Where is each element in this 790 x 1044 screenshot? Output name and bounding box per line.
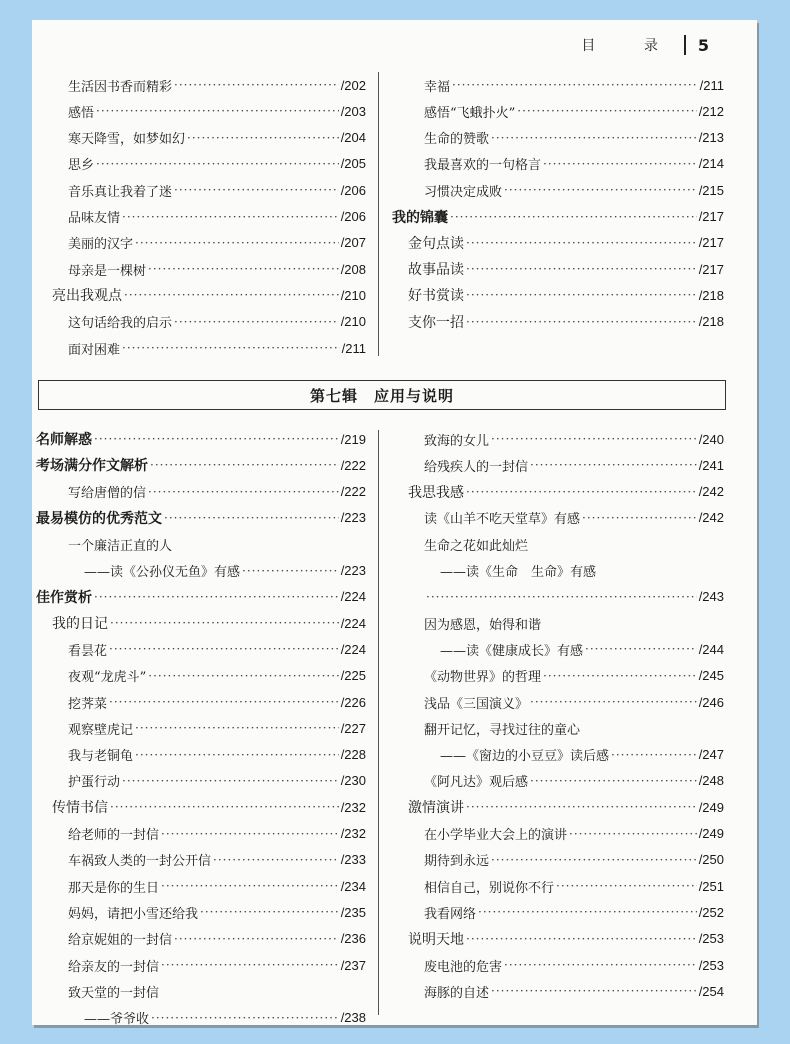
toc-entry (424, 666, 724, 686)
toc-leader-dots (174, 75, 339, 95)
toc-leader-dots (452, 75, 698, 95)
toc-entry-title: 感悟 (68, 105, 95, 121)
toc-entry-page: /230 (340, 773, 366, 789)
toc-entry-title: 看昙花 (68, 643, 108, 659)
header-divider (684, 35, 686, 55)
toc-entry (424, 508, 724, 528)
toc-entry-page: /224 (340, 641, 366, 657)
toc-leader-dots (213, 850, 339, 870)
toc-leader-dots (200, 902, 339, 922)
toc-entry (424, 455, 724, 475)
toc-entry-page: /241 (698, 457, 724, 473)
toc-entry (424, 692, 724, 712)
toc-entry (36, 508, 366, 528)
toc-leader-dots (122, 207, 339, 227)
toc-leader-dots (466, 482, 697, 502)
toc-entry-page: /222 (340, 484, 366, 500)
toc-entry-page: /233 (340, 852, 366, 868)
toc-entry (424, 75, 724, 95)
toc-entry-page: /242 (698, 484, 724, 500)
toc-leader-dots (150, 455, 339, 475)
page-number: 5 (697, 35, 709, 55)
toc-entry-title: 写给唐僧的信 (68, 486, 147, 502)
toc-entry-page: /224 (340, 589, 366, 605)
toc-entry-page: /217 (698, 209, 724, 224)
toc-leader-dots (174, 180, 339, 200)
toc-entry-page: /248 (698, 773, 724, 789)
toc-leader-dots (466, 233, 697, 253)
toc-entry-title: 海豚的自述 (424, 985, 490, 1001)
toc-leader-dots (582, 508, 697, 528)
toc-entry-title: 夜观“龙虎斗” (68, 670, 147, 686)
toc-entry (440, 561, 724, 581)
toc-leader-dots (556, 876, 697, 896)
toc-entry (68, 824, 366, 844)
toc-entry-page: /217 (698, 235, 724, 251)
toc-entry (68, 666, 366, 686)
toc-entry-title: 给京妮姐的一封信 (68, 933, 173, 949)
toc-entry-title: 母亲是一棵树 (68, 263, 147, 279)
toc-entry-page: /215 (698, 182, 724, 198)
toc-entry-title: 观察壁虎记 (68, 722, 134, 738)
toc-entry-page: /218 (698, 314, 724, 330)
toc-entry-page: /249 (698, 799, 724, 815)
toc-entry (68, 154, 366, 174)
toc-entry-title: 生命之花如此灿烂 (424, 538, 529, 554)
toc-entry-page: /226 (340, 694, 366, 710)
toc-leader-dots (135, 233, 339, 253)
toc-entry (424, 902, 724, 922)
toc-entry (408, 259, 724, 279)
toc-entry (408, 929, 724, 949)
toc-entry-page: /212 (698, 103, 724, 119)
toc-entry-title: 好书赏读 (408, 288, 464, 305)
toc-entry-title: 品味友情 (68, 211, 121, 226)
toc-entry (408, 312, 724, 332)
toc-leader-dots (426, 587, 697, 607)
toc-entry-title: 《阿凡达》观后感 (424, 775, 529, 791)
toc-leader-dots (530, 455, 697, 475)
toc-entry-page: /251 (698, 878, 724, 894)
toc-leader-dots (450, 207, 697, 227)
toc-entry (68, 639, 366, 659)
toc-entry-page: /206 (340, 209, 366, 224)
toc-entry (68, 233, 366, 253)
toc-leader-dots (110, 797, 339, 817)
toc-leader-dots (491, 981, 697, 1001)
toc-entry-page: /227 (340, 720, 366, 736)
toc-entry-title: 妈妈，请把小雪还给我 (68, 906, 199, 922)
toc-leader-dots (585, 639, 697, 659)
toc-entry-page: /214 (698, 156, 724, 172)
toc-entry-page: /232 (340, 799, 366, 815)
toc-entry-title: ——《窗边的小豆豆》读后感 (440, 749, 610, 765)
toc-entry-title: 在小学毕业大会上的演讲 (424, 828, 568, 843)
toc-entry-page: /223 (340, 510, 366, 526)
bottom-column-divider (378, 430, 379, 1015)
toc-entry-page: /252 (698, 904, 724, 920)
toc-entry (68, 771, 366, 791)
toc-entry (84, 1008, 366, 1028)
toc-entry-page: /205 (340, 156, 366, 172)
toc-entry-page: /254 (698, 983, 724, 999)
toc-entry (424, 771, 724, 791)
toc-entry (424, 955, 724, 975)
toc-entry-page: /210 (340, 287, 366, 303)
toc-leader-dots (466, 797, 697, 817)
toc-entry (424, 534, 724, 554)
chapter-title: 第七辑 应用与说明 (38, 380, 726, 410)
toc-entry (68, 902, 366, 922)
toc-entry-title: 思乡 (68, 158, 95, 174)
toc-entry-title: 我最喜欢的一句格言 (424, 158, 542, 174)
toc-entry-title: 支你一招 (408, 314, 464, 331)
toc-entry (52, 285, 366, 305)
toc-entry-title: ——读《公孙仪无鱼》有感 (84, 565, 241, 580)
toc-leader-dots (161, 876, 339, 896)
toc-entry (68, 128, 366, 148)
toc-entry-title: 期待到永远 (424, 854, 490, 870)
toc-entry-page: /219 (340, 431, 366, 447)
toc-entry-page: /240 (698, 431, 724, 447)
toc-entry (68, 482, 366, 502)
toc-entry-title: 生活因书香而精彩 (68, 79, 173, 95)
toc-leader-dots (466, 312, 697, 332)
toc-entry-page: /234 (340, 878, 366, 894)
top-column-divider (378, 72, 379, 356)
toc-leader-dots (611, 745, 697, 765)
toc-entry-title: 最易模仿的优秀范文 (36, 510, 162, 527)
toc-entry (68, 180, 366, 200)
toc-entry-title: 我思我感 (408, 484, 464, 501)
page-header (581, 34, 709, 56)
toc-entry-title: 那天是你的生日 (68, 880, 160, 896)
toc-entry-page: /235 (340, 904, 366, 920)
toc-leader-dots (148, 482, 339, 502)
toc-entry (68, 718, 366, 738)
toc-entry (424, 154, 724, 174)
toc-entry-page: /236 (340, 931, 366, 947)
toc-entry-title: 我与老铜龟 (68, 749, 134, 765)
toc-entry (440, 639, 724, 659)
toc-entry-page: /253 (698, 931, 724, 947)
toc-entry (68, 207, 366, 227)
toc-entry-page: /237 (340, 957, 366, 973)
toc-entry-title: 音乐真让我着了迷 (68, 184, 173, 200)
toc-entry-page: /210 (340, 314, 366, 330)
toc-entry (424, 613, 724, 633)
toc-leader-dots (466, 285, 697, 305)
toc-leader-dots (94, 429, 339, 449)
toc-leader-dots (466, 929, 697, 949)
toc-entry-title: 翻开记忆，寻找过往的童心 (424, 722, 581, 738)
toc-entry (68, 312, 366, 332)
toc-entry-title: 给亲友的一封信 (68, 959, 160, 975)
toc-entry (36, 455, 366, 475)
toc-entry-title: 给老师的一封信 (68, 828, 160, 843)
toc-entry-title: 车祸致人类的一封公开信 (68, 854, 212, 870)
toc-entry (68, 338, 366, 358)
toc-entry-page: /238 (340, 1010, 366, 1026)
toc-leader-dots (491, 128, 697, 148)
toc-entry (424, 101, 724, 121)
toc-entry-page: /242 (698, 510, 724, 526)
toc-leader-dots (96, 154, 339, 174)
toc-entry (424, 718, 724, 738)
toc-entry (68, 101, 366, 121)
toc-entry-title: 我的锦囊 (392, 209, 448, 226)
toc-leader-dots (122, 771, 339, 791)
toc-leader-dots (94, 587, 339, 607)
toc-entry (424, 587, 724, 607)
toc-leader-dots (242, 561, 339, 581)
toc-entry-page: /207 (340, 235, 366, 251)
toc-entry (408, 797, 724, 817)
toc-entry-title: 考场满分作文解析 (36, 458, 148, 475)
toc-leader-dots (543, 666, 697, 686)
toc-entry-page: /244 (698, 641, 724, 657)
toc-entry-page: /213 (698, 130, 724, 146)
toc-entry-page: /211 (699, 77, 724, 93)
toc-leader-dots (491, 850, 697, 870)
toc-leader-dots (148, 259, 339, 279)
toc-leader-dots (504, 180, 697, 200)
toc-leader-dots (530, 692, 697, 712)
toc-entry-title: 致海的女儿 (424, 433, 490, 449)
toc-entry-title: 感悟“飞蛾扑火” (424, 105, 516, 121)
toc-entry (68, 929, 366, 949)
toc-entry (408, 285, 724, 305)
toc-entry (424, 128, 724, 148)
toc-entry-title: 生命的赞歌 (424, 132, 490, 148)
toc-leader-dots (491, 429, 697, 449)
toc-entry-title: 致天堂的一封信 (68, 985, 160, 1001)
toc-entry-page: /228 (340, 747, 366, 763)
toc-entry-title: 故事品读 (408, 262, 464, 279)
toc-entry-page: /208 (340, 261, 366, 277)
toc-leader-dots (122, 338, 340, 358)
toc-entry-page: /211 (341, 340, 366, 356)
toc-entry-title: 亮出我观点 (52, 288, 122, 305)
toc-leader-dots (161, 824, 339, 844)
toc-leader-dots (466, 259, 697, 279)
toc-leader-dots (164, 508, 339, 528)
toc-entry-title: 相信自己，别说你不行 (424, 880, 555, 896)
toc-entry-title: 读《山羊不吃天堂草》有感 (424, 512, 581, 528)
toc-leader-dots (543, 154, 697, 174)
toc-entry (424, 876, 724, 896)
toc-leader-dots (148, 666, 338, 686)
toc-entry (68, 850, 366, 870)
toc-entry-title: 习惯决定成败 (424, 184, 503, 200)
toc-entry (424, 850, 724, 870)
toc-entry-title: 废电池的危害 (424, 959, 503, 975)
toc-leader-dots (478, 902, 697, 922)
toc-entry (68, 745, 366, 765)
toc-entry-page: /246 (698, 694, 724, 710)
toc-entry-title: 名师解惑 (36, 432, 92, 448)
toc-entry-page: /204 (340, 130, 366, 146)
header-label: 目 录 (581, 38, 680, 54)
toc-entry-title: 护蛋行动 (68, 775, 121, 791)
toc-entry (392, 207, 724, 227)
toc-leader-dots (174, 312, 339, 332)
toc-entry-title: 浅品《三国演义》 (424, 696, 529, 712)
toc-entry (68, 955, 366, 975)
toc-leader-dots (504, 955, 697, 975)
toc-entry (52, 613, 366, 633)
toc-leader-dots (135, 745, 339, 765)
toc-entry-page: /225 (340, 668, 366, 684)
toc-entry-title: 激情演讲 (408, 800, 464, 817)
toc-leader-dots (109, 639, 339, 659)
toc-leader-dots (517, 101, 696, 121)
toc-entry-title: ——爷爷收 (84, 1012, 150, 1028)
toc-entry-title: 挖荠菜 (68, 696, 108, 712)
toc-entry-title: 金句点读 (408, 235, 464, 252)
toc-entry (424, 180, 724, 200)
toc-leader-dots (151, 1008, 339, 1028)
toc-entry (68, 75, 366, 95)
toc-entry (408, 233, 724, 253)
toc-entry-page: /253 (698, 957, 724, 973)
toc-entry (84, 561, 366, 581)
toc-leader-dots (109, 692, 339, 712)
toc-entry (68, 534, 366, 554)
toc-entry-title: ——读《健康成长》有感 (440, 643, 584, 659)
toc-entry-page: /247 (698, 747, 724, 763)
toc-entry-page: /222 (340, 457, 366, 473)
toc-entry (36, 587, 366, 607)
toc-entry (52, 797, 366, 817)
toc-entry (424, 824, 724, 844)
toc-entry-page: /243 (698, 589, 724, 605)
toc-page (32, 20, 757, 1028)
toc-leader-dots (174, 929, 339, 949)
toc-leader-dots (569, 824, 697, 844)
toc-leader-dots (110, 613, 339, 633)
toc-entry-page: /217 (698, 261, 724, 277)
toc-entry-title: 给残疾人的一封信 (424, 459, 529, 475)
toc-entry-page: /245 (698, 668, 724, 684)
toc-leader-dots (530, 771, 697, 791)
toc-entry-page: /203 (340, 103, 366, 119)
toc-entry-title: 《动物世界》的哲理 (424, 670, 542, 686)
toc-entry-title: 这句话给我的启示 (68, 316, 173, 332)
toc-entry-page: /250 (698, 852, 724, 868)
toc-entry (68, 259, 366, 279)
toc-entry (424, 981, 724, 1001)
toc-entry-page: /232 (340, 826, 366, 841)
toc-entry-title: 一个廉洁正直的人 (68, 538, 173, 554)
toc-entry-page: /224 (340, 615, 366, 631)
toc-leader-dots (135, 718, 339, 738)
toc-leader-dots (187, 128, 339, 148)
toc-entry (68, 692, 366, 712)
toc-entry-title: 幸福 (424, 79, 451, 95)
toc-entry (408, 482, 724, 502)
toc-entry-title: ——读《生命 生命》有感 (440, 565, 597, 580)
toc-entry-title: 佳作赏析 (36, 589, 92, 606)
toc-leader-dots (96, 101, 339, 121)
toc-entry-page: /202 (340, 77, 366, 93)
toc-entry-page: /218 (698, 287, 724, 303)
toc-entry-page: /223 (340, 563, 366, 578)
toc-entry-title: 寒天降雪，如梦如幻 (68, 132, 186, 148)
toc-entry (440, 745, 724, 765)
toc-entry-page: /249 (698, 826, 724, 841)
toc-entry-title: 美丽的汉字 (68, 237, 134, 253)
toc-entry (68, 981, 366, 1001)
toc-entry (36, 429, 366, 449)
toc-entry-title: 传情书信 (52, 800, 108, 817)
toc-entry-title: 我的日记 (52, 616, 108, 633)
toc-entry-title: 因为感恩，始得和谐 (424, 617, 542, 633)
toc-entry-title: 说明天地 (408, 931, 464, 948)
toc-entry-title: 我看网络 (424, 906, 477, 922)
toc-entry-title: 面对困难 (68, 342, 121, 358)
toc-entry (424, 429, 724, 449)
toc-leader-dots (124, 285, 339, 305)
toc-entry-page: /206 (340, 182, 366, 198)
toc-entry (68, 876, 366, 896)
toc-leader-dots (161, 955, 339, 975)
